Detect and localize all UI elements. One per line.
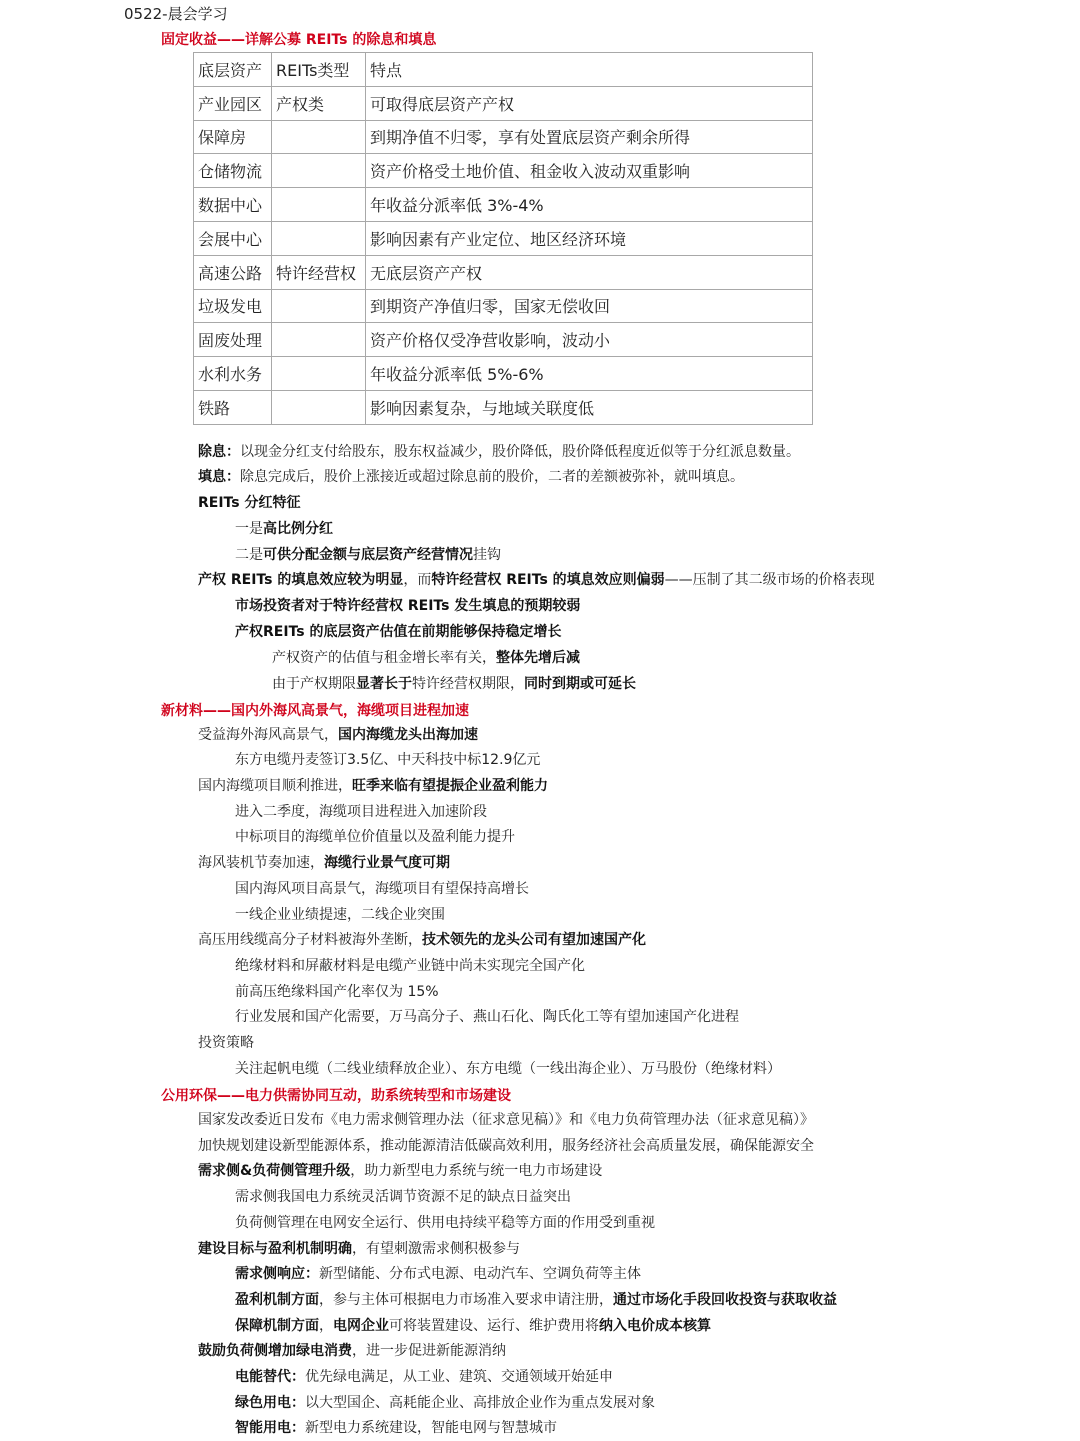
table-row: [194, 221, 813, 255]
list-item: 高压用线缆高分子材料被海外垄断，技术领先的龙头公司有望加速国产化: [198, 932, 646, 948]
list-item: 一线企业业绩提速，二线企业突围: [235, 907, 445, 923]
table-cell: 特许经营权: [272, 255, 366, 289]
table-row: [194, 188, 813, 222]
table-cell: 可取得底层资产产权: [366, 86, 813, 120]
section-heading-utilities: 公用环保——电力供需协同互动，助系统转型和市场建设: [161, 1088, 511, 1104]
fill-effect-reason-2b: 由于产权期限显著长于特许经营权期限，同时到期或可延长: [272, 676, 636, 692]
table-row: [194, 390, 813, 424]
table-header-row: [194, 53, 813, 87]
fill-effect-reason-1: 市场投资者对于特许经营权 REITs 发生填息的预期较弱: [235, 598, 581, 614]
list-item: 关注起帆电缆（二线业绩释放企业）、东方电缆（一线出海企业）、万马股份（绝缘材料）: [235, 1061, 781, 1077]
list-item: 智能用电：新型电力系统建设，智能电网与智慧城市: [235, 1420, 557, 1436]
list-item: 需求侧我国电力系统灵活调节资源不足的缺点日益突出: [235, 1189, 571, 1205]
fill-dividend-definition: 填息：除息完成后，股价上涨接近或超过除息前的股价，二者的差额被弥补，就叫填息。: [198, 469, 744, 485]
table-cell: 年收益分派率低 5%-6%: [366, 357, 813, 391]
table-row: [194, 86, 813, 120]
list-item: 东方电缆丹麦签订3.5亿、中天科技中标12.9亿元: [235, 752, 541, 768]
table-cell: 资产价格受土地价值、租金收入波动双重影响: [366, 154, 813, 188]
list-item: 国内海风项目高景气，海缆项目有望保持高增长: [235, 881, 529, 897]
table-cell: 到期净值不归零，享有处置底层资产剩余所得: [366, 120, 813, 154]
list-item: 中标项目的海缆单位价值量以及盈利能力提升: [235, 829, 515, 845]
table-cell: 产权类: [272, 86, 366, 120]
investment-strategy-heading: 投资策略: [198, 1035, 254, 1051]
table-cell: 到期资产净值归零，国家无偿收回: [366, 289, 813, 323]
list-item: 电能替代：优先绿电满足，从工业、建筑、交通领域开始延申: [235, 1369, 613, 1385]
list-item: 国内海缆项目顺利推进，旺季来临有望提振企业盈利能力: [198, 778, 548, 794]
document-title: 0522-晨会学习: [124, 5, 228, 23]
ex-dividend-definition: 除息：以现金分红支付给股东，股东权益减少，股价降低，股价降低程度近似等于分红派息数量。: [198, 444, 800, 460]
section-heading-fixed-income: 固定收益——详解公募 REITs 的除息和填息: [161, 32, 437, 48]
list-item: 需求侧&负荷侧管理升级，助力新型电力系统与统一电力市场建设: [198, 1163, 603, 1179]
table-cell: 年收益分派率低 3%-4%: [366, 188, 813, 222]
table-cell: 保障房: [194, 120, 272, 154]
table-cell: 资产价格仅受净营收影响，波动小: [366, 323, 813, 357]
table-header-cell: REITs类型: [272, 53, 366, 87]
table-row: [194, 120, 813, 154]
list-item: 受益海外海风高景气，国内海缆龙头出海加速: [198, 727, 478, 743]
dividend-feature-1: 一是高比例分红: [235, 521, 333, 537]
table-cell: [272, 221, 366, 255]
table-cell: [272, 120, 366, 154]
table-cell: [272, 188, 366, 222]
list-item: 建设目标与盈利机制明确，有望刺激需求侧积极参与: [198, 1241, 520, 1257]
list-item: 行业发展和国产化需要，万马高分子、燕山石化、陶氏化工等有望加速国产化进程: [235, 1009, 739, 1025]
list-item: 加快规划建设新型能源体系，推动能源清洁低碳高效利用，服务经济社会高质量发展，确保能源安全: [198, 1138, 814, 1154]
list-item: 保障机制方面，电网企业可将装置建设、运行、维护费用将纳入电价成本核算: [235, 1318, 711, 1334]
list-item: 需求侧响应：新型储能、分布式电源、电动汽车、空调负荷等主体: [235, 1266, 641, 1282]
table-row: [194, 323, 813, 357]
table-cell: 垃圾发电: [194, 289, 272, 323]
list-item: 国家发改委近日发布《电力需求侧管理办法（征求意见稿）》和《电力负荷管理办法（征求意见稿）》: [198, 1112, 814, 1128]
table-header-cell: 特点: [366, 53, 813, 87]
fill-effect-reason-2a: 产权资产的估值与租金增长率有关，整体先增后减: [272, 650, 580, 666]
table-cell: 无底层资产产权: [366, 255, 813, 289]
table-row: [194, 255, 813, 289]
dividend-feature-2: 二是可供分配金额与底层资产经营情况挂钩: [235, 547, 501, 563]
table-row: [194, 154, 813, 188]
table-cell: [272, 154, 366, 188]
list-item: 鼓励负荷侧增加绿电消费，进一步促进新能源消纳: [198, 1343, 506, 1359]
section-heading-new-materials: 新材料——国内外海风高景气，海缆项目进程加速: [161, 703, 469, 719]
table-row: [194, 289, 813, 323]
table-cell: [272, 289, 366, 323]
table-header-cell: 底层资产: [194, 53, 272, 87]
list-item: 负荷侧管理在电网安全运行、供用电持续平稳等方面的作用受到重视: [235, 1215, 655, 1231]
table-cell: [272, 323, 366, 357]
list-item: 绝缘材料和屏蔽材料是电缆产业链中尚未实现完全国产化: [235, 958, 585, 974]
table-cell: 产业园区: [194, 86, 272, 120]
table-cell: [272, 390, 366, 424]
list-item: 盈利机制方面，参与主体可根据电力市场准入要求申请注册，通过市场化手段回收投资与获取收益: [235, 1292, 837, 1308]
table-cell: 影响因素有产业定位、地区经济环境: [366, 221, 813, 255]
table-cell: 铁路: [194, 390, 272, 424]
table-cell: 会展中心: [194, 221, 272, 255]
reits-table: [193, 52, 813, 425]
table-cell: 仓储物流: [194, 154, 272, 188]
table-cell: 影响因素复杂，与地域关联度低: [366, 390, 813, 424]
list-item: 海风装机节奏加速，海缆行业景气度可期: [198, 855, 450, 871]
table-row: [194, 357, 813, 391]
dividend-features-heading: REITs 分红特征: [198, 495, 301, 511]
list-item: 绿色用电：以大型国企、高耗能企业、高排放企业作为重点发展对象: [235, 1395, 655, 1411]
fill-effect-reason-2: 产权REITs 的底层资产估值在前期能够保持稳定增长: [235, 624, 562, 640]
table-cell: 水利水务: [194, 357, 272, 391]
fill-effect-comparison: 产权 REITs 的填息效应较为明显，而特许经营权 REITs 的填息效应则偏弱——压制了其二级市场的价格表现: [198, 572, 875, 588]
list-item: 前高压绝缘料国产化率仅为 15%: [235, 984, 439, 1000]
table-cell: 固废处理: [194, 323, 272, 357]
table-cell: 数据中心: [194, 188, 272, 222]
list-item: 进入二季度，海缆项目进程进入加速阶段: [235, 804, 487, 820]
table-cell: 高速公路: [194, 255, 272, 289]
table-cell: [272, 357, 366, 391]
